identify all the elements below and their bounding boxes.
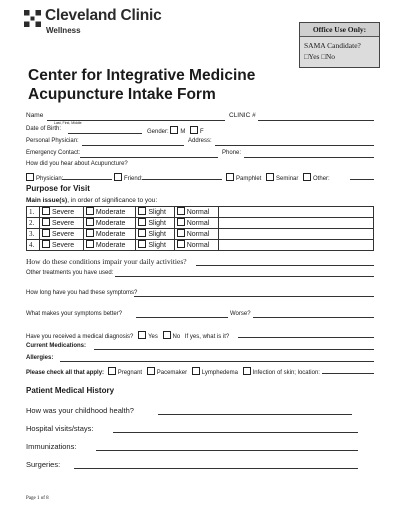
main-issues-rest: , in order of significance to you: bbox=[67, 197, 158, 204]
severity-checkbox[interactable] bbox=[138, 240, 146, 248]
worse-label: Worse? bbox=[230, 311, 251, 317]
how-long-field[interactable] bbox=[134, 296, 374, 297]
infection-label: Infection of skin; location: bbox=[252, 370, 320, 376]
check-all-row bbox=[26, 367, 320, 376]
childhood-field[interactable] bbox=[158, 414, 352, 415]
issue-row bbox=[27, 207, 374, 218]
impair-label: How do these conditions impair your daily activities? bbox=[26, 257, 187, 266]
worse-field[interactable] bbox=[253, 317, 374, 318]
diagnosis-row bbox=[26, 331, 229, 340]
name-label: Name bbox=[26, 112, 44, 119]
surgeries-label: Surgeries: bbox=[26, 460, 61, 469]
form-title bbox=[28, 66, 298, 104]
severity-label: Moderate bbox=[95, 209, 126, 216]
severity-cell bbox=[83, 218, 136, 229]
severity-cell bbox=[174, 240, 218, 251]
issue-number: 4. bbox=[27, 240, 40, 251]
main-issues-label bbox=[26, 197, 157, 204]
how-long-label: How long have you had these symptoms? bbox=[26, 290, 138, 296]
phone-field[interactable] bbox=[244, 157, 374, 158]
issues-table bbox=[26, 206, 374, 251]
hospital-label: Hospital visits/stays: bbox=[26, 424, 94, 433]
hear-physician-label: Physician: bbox=[36, 176, 64, 182]
severity-cell bbox=[174, 229, 218, 240]
diagnosis-yes-label: Yes bbox=[148, 334, 158, 340]
gender-m-label: M bbox=[180, 129, 186, 135]
severity-cell bbox=[174, 207, 218, 218]
other-treatments-label: Other treatments you have used: bbox=[26, 270, 114, 276]
gender-label bbox=[147, 126, 204, 135]
cleveland-clinic-logo-icon bbox=[24, 10, 41, 27]
severity-checkbox[interactable] bbox=[177, 229, 185, 237]
brand-sub: Wellness bbox=[46, 26, 81, 35]
allergies-label: Allergies: bbox=[26, 355, 54, 361]
clinic-label: CLINIC # bbox=[229, 112, 256, 119]
history-heading: Patient Medical History bbox=[26, 386, 115, 395]
ifyes-field[interactable] bbox=[238, 337, 374, 338]
brand-name: Cleveland Clinic bbox=[45, 7, 162, 24]
severity-label: Severe bbox=[52, 231, 75, 238]
severity-checkbox[interactable] bbox=[177, 218, 185, 226]
page-number: Page 1 of 8 bbox=[26, 496, 49, 501]
severity-label: Normal bbox=[186, 220, 210, 227]
severity-cell bbox=[40, 240, 84, 251]
severity-checkbox[interactable] bbox=[86, 240, 94, 248]
meds-field[interactable] bbox=[94, 349, 374, 350]
emergency-field[interactable] bbox=[80, 157, 218, 158]
issue-description-field[interactable] bbox=[219, 218, 374, 229]
pacemaker-checkbox[interactable] bbox=[147, 367, 155, 375]
hear-other-field[interactable] bbox=[350, 179, 374, 180]
gender-m-checkbox[interactable] bbox=[170, 126, 178, 134]
severity-label: Severe bbox=[52, 242, 75, 249]
issue-row bbox=[27, 229, 374, 240]
address-field[interactable] bbox=[215, 145, 374, 146]
severity-label: Slight bbox=[148, 231, 166, 238]
surgeries-field[interactable] bbox=[74, 468, 358, 469]
hear-other-label: Other: bbox=[313, 176, 330, 182]
severity-label: Severe bbox=[52, 220, 75, 227]
hear-other-checkbox[interactable] bbox=[303, 173, 311, 181]
diagnosis-label: Have you received a medical diagnosis? bbox=[26, 334, 134, 340]
severity-cell bbox=[40, 229, 84, 240]
better-field[interactable] bbox=[136, 317, 228, 318]
severity-checkbox[interactable] bbox=[42, 229, 50, 237]
severity-label: Slight bbox=[148, 220, 166, 227]
sama-options: □Yes □No bbox=[304, 52, 336, 61]
emergency-label: Emergency Contact: bbox=[26, 150, 81, 156]
severity-checkbox[interactable] bbox=[42, 207, 50, 215]
main-issues-strong: Main issue(s) bbox=[26, 197, 68, 204]
severity-cell bbox=[174, 218, 218, 229]
gender-text: Gender: bbox=[147, 129, 169, 135]
physician-field[interactable] bbox=[82, 145, 184, 146]
severity-checkbox[interactable] bbox=[177, 207, 185, 215]
hear-friend bbox=[114, 173, 143, 182]
severity-label: Severe bbox=[52, 209, 75, 216]
office-use-box bbox=[299, 22, 380, 68]
hear-physician-field[interactable] bbox=[62, 179, 112, 180]
diagnosis-yes-checkbox[interactable] bbox=[138, 331, 146, 339]
severity-cell bbox=[83, 207, 136, 218]
other-treatments-field[interactable] bbox=[115, 276, 374, 277]
impair-field[interactable] bbox=[196, 265, 374, 266]
hear-pamphlet-checkbox[interactable] bbox=[226, 173, 234, 181]
severity-cell bbox=[40, 207, 84, 218]
diagnosis-no-checkbox[interactable] bbox=[163, 331, 171, 339]
issue-row bbox=[27, 218, 374, 229]
severity-label: Normal bbox=[186, 231, 210, 238]
check-all-label: Please check all that apply: bbox=[26, 370, 105, 376]
hear-friend-label: Friend: bbox=[124, 176, 143, 182]
severity-label: Slight bbox=[148, 209, 166, 216]
hear-label: How did you hear about Acupuncture? bbox=[26, 161, 128, 167]
hear-physician bbox=[26, 173, 63, 182]
pregnant-label: Pregnant bbox=[117, 370, 143, 376]
better-label: What makes your symptoms better? bbox=[26, 311, 123, 317]
severity-label: Normal bbox=[186, 242, 210, 249]
infection-checkbox[interactable] bbox=[243, 367, 251, 375]
severity-checkbox[interactable] bbox=[138, 229, 146, 237]
hear-physician-checkbox[interactable] bbox=[26, 173, 34, 181]
severity-label: Moderate bbox=[95, 242, 126, 249]
severity-checkbox[interactable] bbox=[177, 240, 185, 248]
severity-checkbox[interactable] bbox=[86, 218, 94, 226]
severity-checkbox[interactable] bbox=[138, 207, 146, 215]
physician-label: Personal Physician: bbox=[26, 138, 79, 144]
hear-pamphlet bbox=[226, 173, 330, 182]
clinic-field[interactable] bbox=[258, 120, 374, 121]
issue-description-field[interactable] bbox=[219, 207, 374, 218]
severity-label: Moderate bbox=[95, 220, 126, 227]
severity-label: Slight bbox=[148, 242, 166, 249]
severity-checkbox[interactable] bbox=[42, 240, 50, 248]
hospital-field[interactable] bbox=[113, 432, 358, 433]
allergies-field[interactable] bbox=[60, 361, 374, 362]
gender-f-checkbox[interactable] bbox=[190, 126, 198, 134]
issue-number: 2. bbox=[27, 218, 40, 229]
severity-checkbox[interactable] bbox=[138, 218, 146, 226]
hear-friend-field[interactable] bbox=[142, 179, 222, 180]
diagnosis-no-label: No bbox=[172, 334, 181, 340]
ifyes-label: If yes, what is it? bbox=[184, 334, 230, 340]
issue-description-field[interactable] bbox=[219, 229, 374, 240]
severity-cell bbox=[40, 218, 84, 229]
hear-seminar-label: Seminar bbox=[276, 176, 299, 182]
dob-field[interactable] bbox=[68, 133, 142, 134]
hear-seminar-checkbox[interactable] bbox=[266, 173, 274, 181]
dob-label: Date of Birth: bbox=[26, 126, 62, 132]
severity-checkbox[interactable] bbox=[42, 218, 50, 226]
immunizations-label: Immunizations: bbox=[26, 442, 77, 451]
severity-cell bbox=[136, 240, 174, 251]
form-title-line1: Center for Integrative Medicine bbox=[28, 67, 256, 84]
gender-f-label: F bbox=[200, 129, 204, 135]
form-title-line2: Acupuncture Intake Form bbox=[28, 86, 216, 103]
office-use-title: Office Use Only: bbox=[300, 23, 379, 37]
severity-cell bbox=[136, 218, 174, 229]
purpose-heading: Purpose for Visit bbox=[26, 184, 90, 193]
issue-row bbox=[27, 240, 374, 251]
severity-label: Normal bbox=[186, 209, 210, 216]
severity-cell bbox=[83, 240, 136, 251]
issue-description-field[interactable] bbox=[219, 240, 374, 251]
pacemaker-label: Pacemaker bbox=[156, 370, 188, 376]
lymphedema-label: Lymphedema bbox=[201, 370, 238, 376]
hear-pamphlet-label: Pamphlet bbox=[236, 176, 262, 182]
severity-label: Moderate bbox=[95, 231, 126, 238]
phone-label: Phone: bbox=[222, 150, 242, 156]
severity-cell bbox=[136, 229, 174, 240]
sama-question: SAMA Candidate? bbox=[304, 41, 361, 50]
severity-cell bbox=[136, 207, 174, 218]
severity-checkbox[interactable] bbox=[86, 229, 94, 237]
severity-cell bbox=[83, 229, 136, 240]
lymphedema-checkbox[interactable] bbox=[192, 367, 200, 375]
address-label: Address: bbox=[188, 138, 212, 144]
immunizations-field[interactable] bbox=[96, 450, 358, 451]
hear-friend-checkbox[interactable] bbox=[114, 173, 122, 181]
severity-checkbox[interactable] bbox=[86, 207, 94, 215]
issue-number: 3. bbox=[27, 229, 40, 240]
childhood-label: How was your childhood health? bbox=[26, 406, 134, 415]
name-hint: Last, First, Middle bbox=[54, 121, 82, 125]
meds-label: Current Medications: bbox=[26, 343, 87, 349]
pregnant-checkbox[interactable] bbox=[108, 367, 116, 375]
infection-location-field[interactable] bbox=[322, 373, 374, 374]
issue-number: 1. bbox=[27, 207, 40, 218]
